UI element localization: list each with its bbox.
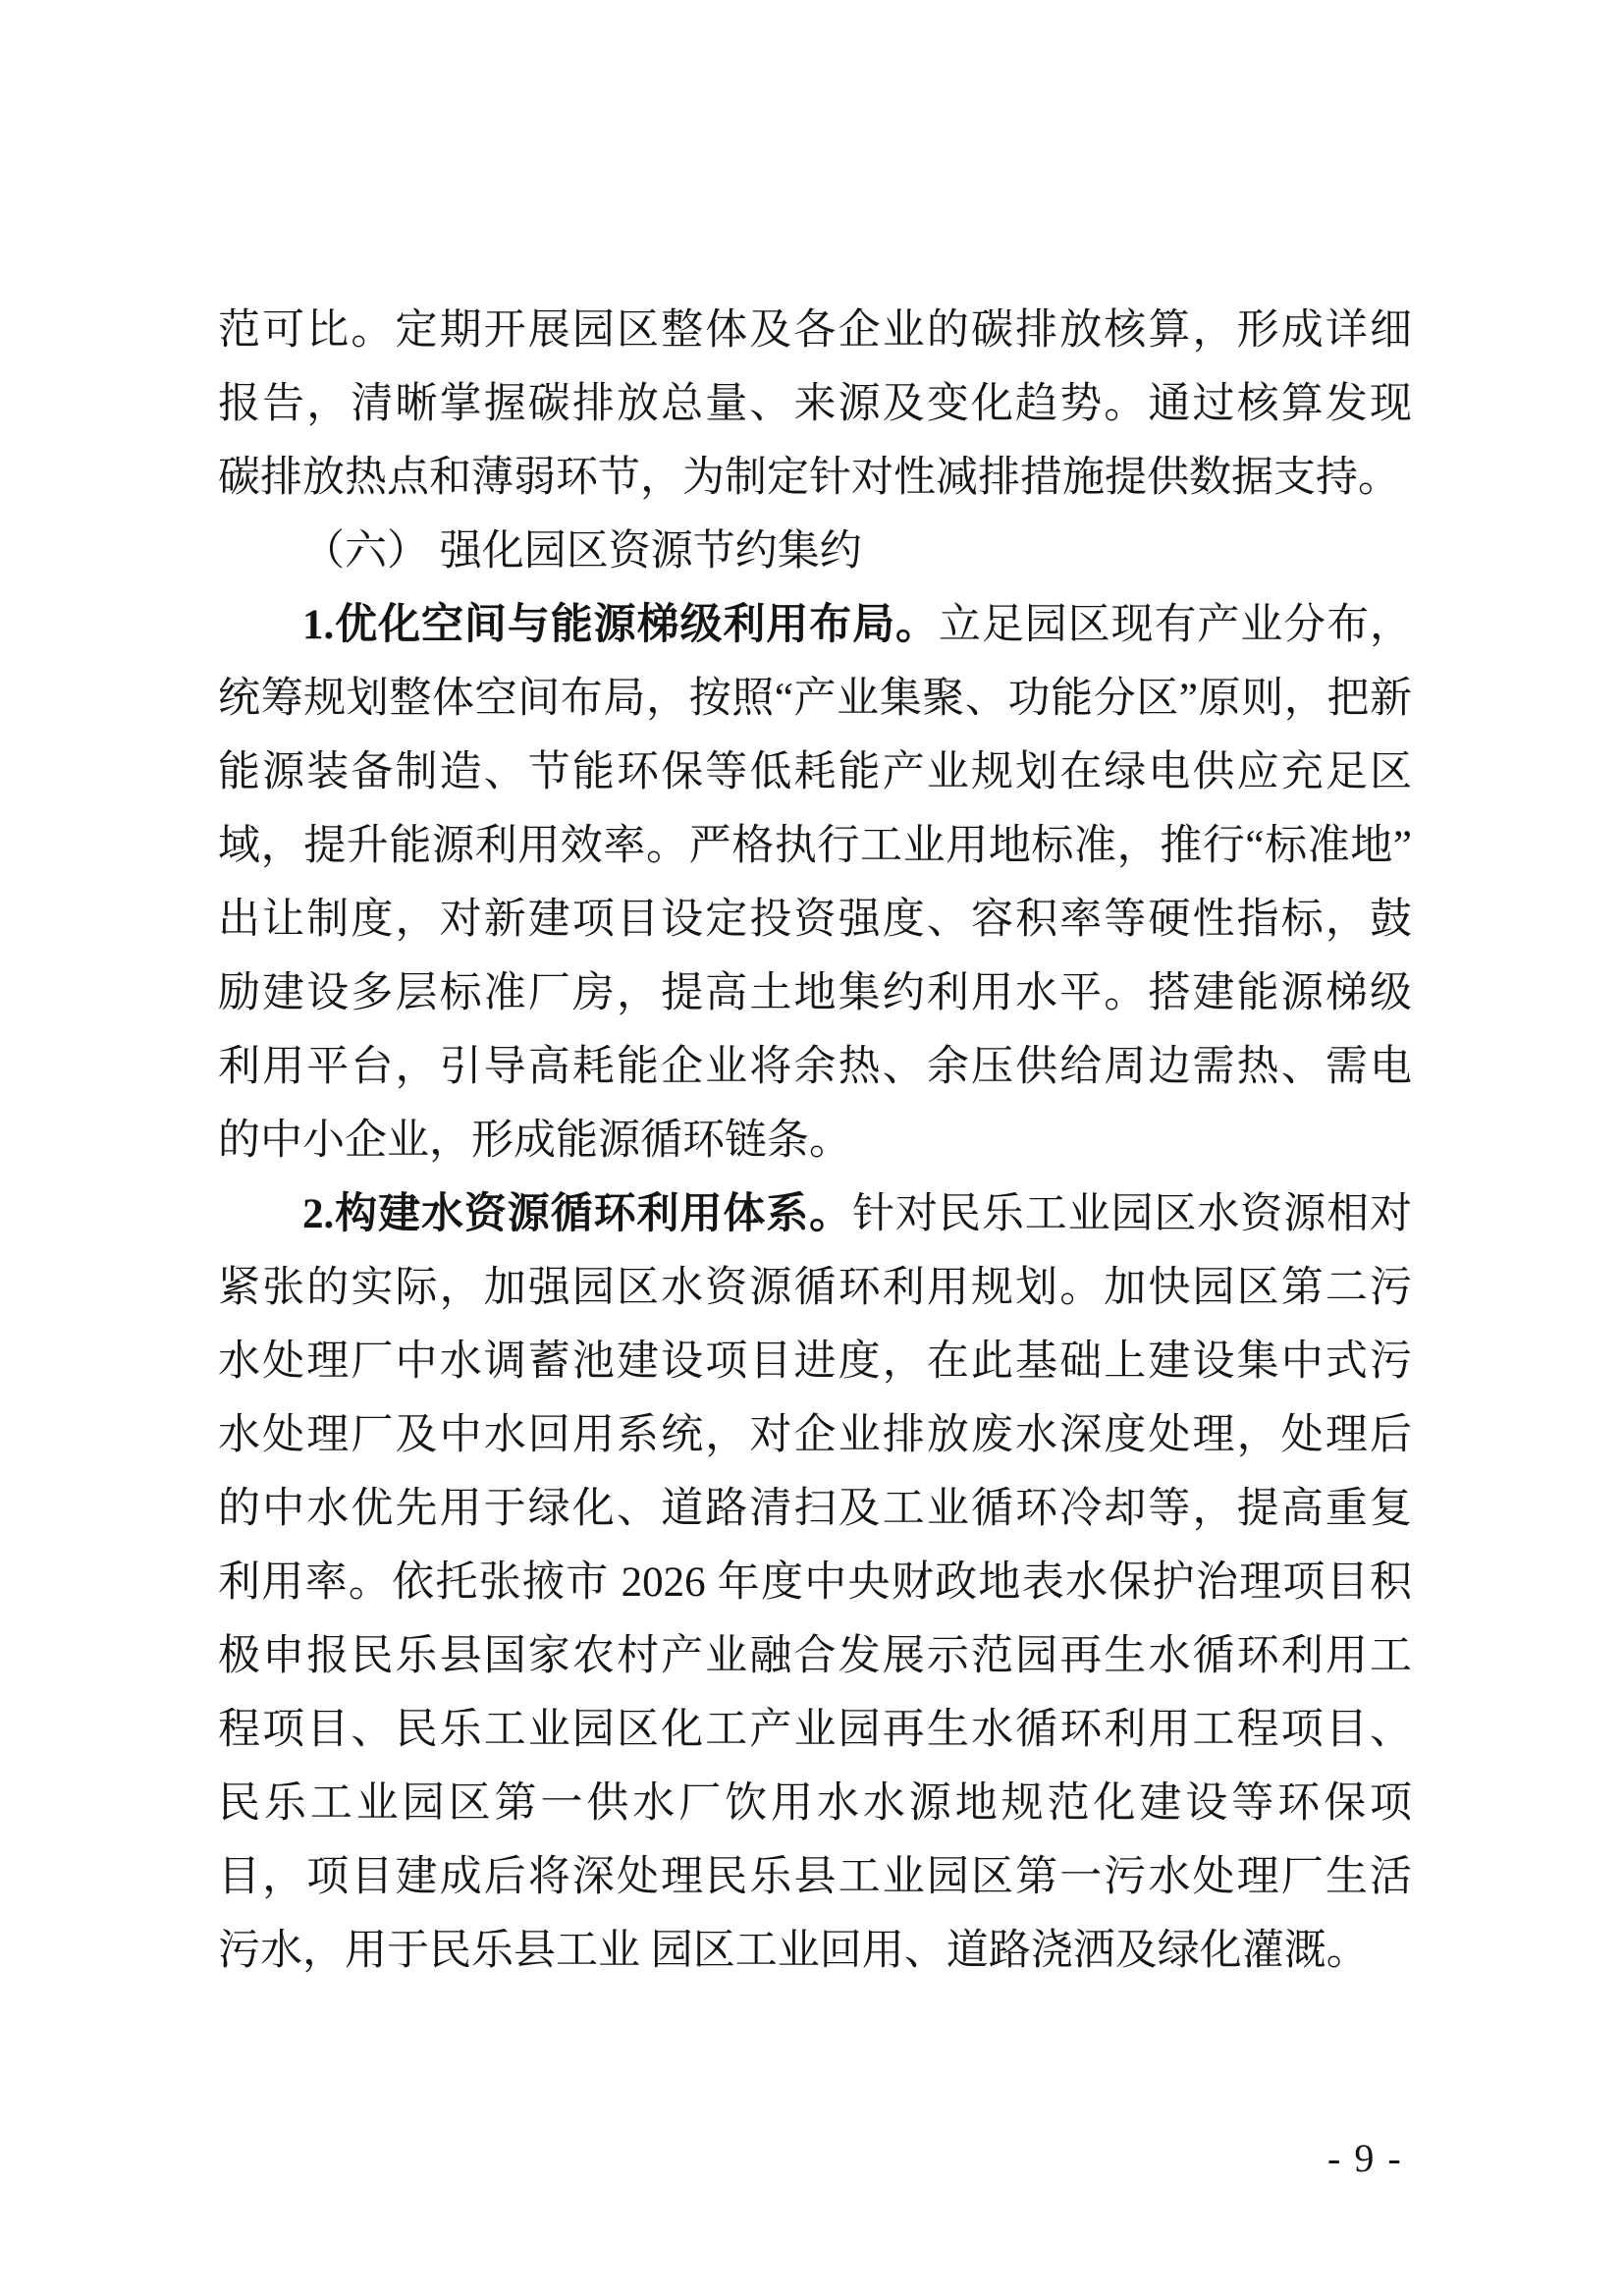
text-line: [218, 1546, 1412, 1619]
line-text: 能源装备制造、节能环保等低耗能产业规划在绿电供应充足区: [218, 749, 1412, 795]
line-text: 的中小企业，形成能源循环链条。: [218, 1118, 851, 1164]
section-heading-line: [218, 515, 1412, 588]
text-line: [218, 809, 1412, 883]
line-text: 程项目、民乐工业园区化工产业园再生水循环利用工程项目、: [218, 1707, 1412, 1753]
text-line: [218, 294, 1412, 367]
line-text: 范可比。定期开展园区整体及各企业的碳排放核算，形成详细: [218, 307, 1412, 354]
text-line: [218, 662, 1412, 736]
page-number: - 9 -: [1327, 2136, 1403, 2180]
line-text: 出让制度，对新建项目设定投资强度、容积率等硬性指标，鼓: [218, 897, 1412, 943]
text-line: [218, 367, 1412, 441]
line-text: 的中水优先用于绿化、道路清扫及工业循环冷却等，提高重复: [218, 1486, 1412, 1532]
line-text: 污水，用于民乐县工业 园区工业回用、道路浇洒及绿化灌溉。: [218, 1928, 1369, 1974]
line-text: 利用平台，引导高耗能企业将余热、余压供给周边需热、需电: [218, 1044, 1412, 1090]
run-in-heading: 1.优化空间与能源梯级利用布局。: [302, 602, 939, 648]
text-line: [218, 1767, 1412, 1840]
text-line: [218, 1840, 1412, 1914]
line-text: 极申报民乐县国家农村产业融合发展示范园再生水循环利用工: [218, 1633, 1412, 1679]
line-text: 紧张的实际，加强园区水资源循环利用规划。加快园区第二污: [218, 1265, 1412, 1311]
line-text: 民乐工业园区第一供水厂饮用水水源地规范化建设等环保项: [218, 1780, 1412, 1827]
line-text: （六） 强化园区资源节约集约: [302, 528, 862, 574]
line-text: 碳排放热点和薄弱环节，为制定针对性减排措施提供数据支持。: [218, 455, 1400, 501]
text-line: [218, 1177, 1412, 1251]
text-line: [218, 736, 1412, 809]
text-block: [218, 294, 1412, 1988]
line-text: 域，提升能源利用效率。严格执行工业用地标准，推行“标准地”: [218, 823, 1412, 869]
text-line: [218, 1472, 1412, 1546]
text-line: [218, 1325, 1412, 1398]
text-line: [218, 1619, 1412, 1693]
text-line: [218, 1030, 1412, 1104]
line-text: 励建设多层标准厂房，提高土地集约利用水平。搭建能源梯级: [218, 970, 1412, 1016]
line-text: 报告，清晰掌握碳排放总量、来源及变化趋势。通过核算发现: [218, 381, 1412, 427]
text-line: [218, 441, 1412, 515]
line-text: 针对民乐工业园区水资源相对: [852, 1191, 1413, 1237]
text-line: [218, 1914, 1412, 1988]
line-text: 目，项目建成后将深处理民乐县工业园区第一污水处理厂生活: [218, 1854, 1412, 1900]
text-line: [218, 1398, 1412, 1472]
line-text: 水处理厂及中水回用系统，对企业排放废水深度处理，处理后: [218, 1412, 1412, 1458]
text-line: [218, 883, 1412, 957]
run-in-heading: 2.构建水资源循环利用体系。: [302, 1191, 853, 1237]
text-line: [218, 1693, 1412, 1767]
line-text: 立足园区现有产业分布，: [938, 602, 1413, 648]
text-line: [218, 957, 1412, 1030]
text-line: [218, 1104, 1412, 1177]
line-text: 统筹规划整体空间布局，按照“产业集聚、功能分区”原则，把新: [218, 676, 1412, 722]
line-text: 水处理厂中水调蓄池建设项目进度，在此基础上建设集中式污: [218, 1339, 1412, 1385]
text-line: [218, 1251, 1412, 1325]
line-text: 利用率。依托张掖市 2026 年度中央财政地表水保护治理项目积: [218, 1559, 1412, 1606]
text-line: [218, 588, 1412, 662]
